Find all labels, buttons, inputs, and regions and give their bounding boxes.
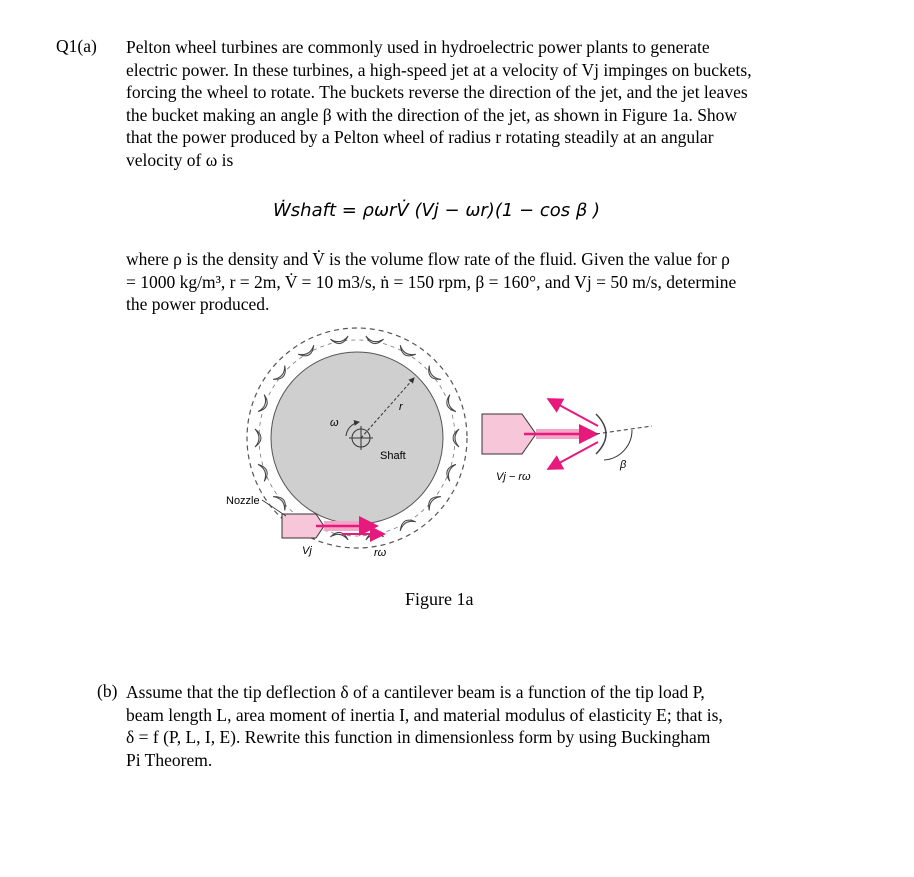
beta-label: β — [620, 459, 627, 471]
text-line: velocity of ω is — [126, 149, 234, 170]
question-1b-label: (b) — [97, 681, 118, 701]
bucket — [425, 366, 441, 384]
omega-label: ω — [330, 417, 339, 429]
text-line: the bucket making an angle β with the direction of the jet, as shown in Figure 1a. Show — [126, 104, 738, 125]
radius-label: r — [399, 401, 403, 413]
question-1a-label: Q1(a) — [56, 36, 97, 56]
bucket — [273, 366, 289, 384]
r-omega-label: rω — [374, 547, 387, 559]
exit-arrow-lower — [550, 442, 598, 468]
text-line: Pi Theorem. — [126, 749, 213, 770]
figure-caption: Figure 1a — [405, 589, 474, 609]
text-line: electric power. In these turbines, a high-speed jet at a velocity of Vj impinges on buckets, — [126, 59, 752, 80]
text-line: forcing the wheel to rotate. The buckets reverse the direction of the jet, and the jet leaves — [126, 82, 748, 103]
exit-arrow-upper — [550, 400, 598, 426]
bucket — [258, 395, 270, 414]
bucket — [397, 517, 416, 531]
shaft-label: Shaft — [380, 450, 406, 462]
text-line: the power produced. — [126, 294, 270, 315]
question-1a-text — [126, 36, 752, 172]
text-line: where ρ is the density and V̇ is the volume flow rate of the fluid. Given the value for ρ — [126, 249, 730, 269]
relative-velocity-label: Vj − rω — [496, 471, 531, 483]
beta-arc — [604, 430, 632, 460]
bucket — [255, 429, 261, 447]
text-line: Pelton wheel turbines are commonly used in hydroelectric power plants to generate — [126, 37, 710, 57]
bucket — [425, 493, 441, 511]
bucket — [330, 531, 349, 540]
text-line: = 1000 kg/m³, r = 2m, V̇ = 10 m3/s, ṅ = 150 rpm, β = 160°, and Vj = 50 m/s, determine — [126, 271, 737, 292]
text-line: δ = f (P, L, I, E). Rewrite this function in dimensionless form by using Buckingham — [126, 727, 711, 748]
text-line: that the power produced by a Pelton wheel of radius r rotating steadily at an angular — [126, 127, 714, 148]
bucket — [365, 531, 384, 540]
bucket — [365, 336, 384, 345]
given-values-text — [126, 248, 736, 316]
bucket — [273, 493, 289, 511]
text-line: beam length L, area moment of inertia I, and material modulus of elasticity E; that is, — [126, 704, 723, 725]
power-equation: Ẇshaft = ρωrV̇ (Vj − ωr)(1 − cos β ) — [273, 200, 601, 221]
vj-label: Vj — [302, 545, 312, 557]
nozzle-label: Nozzle — [226, 495, 260, 507]
bucket — [444, 395, 456, 414]
pelton-wheel-figure — [224, 318, 664, 578]
bucket — [453, 429, 459, 447]
question-1b-text — [126, 681, 723, 771]
text-line: Assume that the tip deflection δ of a cantilever beam is a function of the tip load P, — [126, 682, 705, 702]
